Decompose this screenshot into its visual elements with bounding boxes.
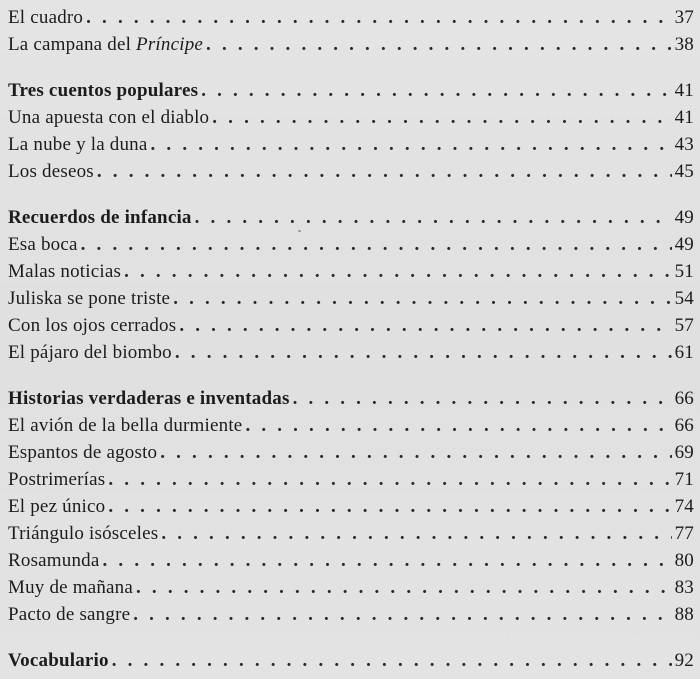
toc-entry-la-nube-y-la-duna <box>8 132 694 158</box>
toc-entry-title: Postrimerías <box>8 469 106 490</box>
paper-speck <box>298 230 301 232</box>
dot-leader <box>201 78 671 104</box>
toc-entry-el-avion-de-la-bella-durmiente <box>8 413 694 439</box>
toc-section-recuerdos-de-infancia <box>8 205 694 231</box>
toc-section-vocabulario <box>8 648 694 674</box>
toc-entry-postrimerias <box>8 467 694 493</box>
dot-leader <box>86 5 671 31</box>
toc-entry-malas-noticias <box>8 259 694 285</box>
toc-section-title: Vocabulario <box>8 650 109 671</box>
toc-section-title: Recuerdos de infancia <box>8 207 192 228</box>
toc-entry-title: Triángulo isósceles <box>8 523 159 544</box>
dot-leader <box>173 286 671 312</box>
toc-entry-espantos-de-agosto <box>8 440 694 466</box>
dot-leader <box>175 340 672 366</box>
dot-leader <box>160 440 671 466</box>
dot-leader <box>103 548 672 574</box>
toc-page-number: 37 <box>674 7 694 28</box>
dot-leader <box>195 205 672 231</box>
dot-leader <box>108 494 671 520</box>
toc-entry-title: La nube y la duna <box>8 134 148 155</box>
toc-entry-los-deseos <box>8 159 694 185</box>
toc-entry-title: Esa boca <box>8 234 78 255</box>
dot-leader <box>245 413 671 439</box>
dot-leader <box>212 105 671 131</box>
toc-page-number: 41 <box>674 80 694 101</box>
toc-entry-con-los-ojos-cerrados <box>8 313 694 339</box>
dot-leader <box>179 313 671 339</box>
dot-leader <box>108 467 671 493</box>
dot-leader <box>136 575 672 601</box>
toc-entry-triangulo-isosceles <box>8 521 694 547</box>
toc-entry-title: Con los ojos cerrados <box>8 315 177 336</box>
toc-page-number: 83 <box>674 577 694 598</box>
toc-page-number: 92 <box>674 650 694 671</box>
toc-page-number: 49 <box>674 207 694 228</box>
toc-page-number: 43 <box>674 134 694 155</box>
toc-entry-title: Los deseos <box>8 161 94 182</box>
toc-entry-el-cuadro <box>8 5 694 31</box>
toc-page-number: 61 <box>674 342 694 363</box>
toc-entry-title: La campana del Príncipe <box>8 34 204 55</box>
toc-page-number: 57 <box>674 315 694 336</box>
toc-entry-title: Espantos de agosto <box>8 442 158 463</box>
toc-page-number: 66 <box>674 415 694 436</box>
toc-page-number: 51 <box>674 261 694 282</box>
dot-leader <box>124 259 672 285</box>
toc-section-historias-verdaderas-e-inventadas <box>8 386 694 412</box>
toc-entry-title: Juliska se pone triste <box>8 288 171 309</box>
toc-page-number: 41 <box>674 107 694 128</box>
toc-page-number: 49 <box>674 234 694 255</box>
dot-leader <box>151 132 672 158</box>
toc-entry-title: El avión de la bella durmiente <box>8 415 243 436</box>
toc-page-number: 69 <box>674 442 694 463</box>
toc-entry-el-pez-unico <box>8 494 694 520</box>
toc-page-number: 71 <box>674 469 694 490</box>
toc-entry-title: Malas noticias <box>8 261 122 282</box>
toc-entry-title: Muy de mañana <box>8 577 134 598</box>
toc-entry-el-pajaro-del-biombo <box>8 340 694 366</box>
toc-entry-title: El pez único <box>8 496 106 517</box>
toc-entry-una-apuesta-con-el-diablo <box>8 105 694 131</box>
toc-page-number: 88 <box>674 604 694 625</box>
toc-entry-juliska-se-pone-triste <box>8 286 694 312</box>
toc-entry-pacto-de-sangre <box>8 602 694 628</box>
dot-leader <box>112 648 672 674</box>
toc-entry-title: Una apuesta con el diablo <box>8 107 210 128</box>
dot-leader <box>81 232 672 258</box>
dot-leader <box>161 521 671 547</box>
toc-entry-title-italic: Príncipe <box>136 34 204 55</box>
toc-entry-rosamunda <box>8 548 694 574</box>
dot-leader <box>97 159 672 185</box>
toc-page-number: 38 <box>674 34 694 55</box>
toc-section-title: Historias verdaderas e inventadas <box>8 388 290 409</box>
toc-entry-title: El cuadro <box>8 7 84 28</box>
toc-entry-title: Pacto de sangre <box>8 604 131 625</box>
dot-leader <box>133 602 671 628</box>
dot-leader <box>206 32 672 58</box>
toc-page-number: 77 <box>674 523 694 544</box>
toc-entry-title: Rosamunda <box>8 550 100 571</box>
toc-page-number: 54 <box>674 288 694 309</box>
toc-section-title: Tres cuentos populares <box>8 80 199 101</box>
toc-entry-title: El pájaro del biombo <box>8 342 172 363</box>
dot-leader <box>293 386 672 412</box>
toc-page-number: 45 <box>674 161 694 182</box>
toc-section-tres-cuentos-populares <box>8 78 694 104</box>
toc-entry-muy-de-manana <box>8 575 694 601</box>
toc-page-number: 66 <box>674 388 694 409</box>
toc-page-number: 80 <box>674 550 694 571</box>
toc-entry-la-campana-del-principe <box>8 32 694 58</box>
toc-entry-esa-boca <box>8 232 694 258</box>
toc-page-number: 74 <box>674 496 694 517</box>
